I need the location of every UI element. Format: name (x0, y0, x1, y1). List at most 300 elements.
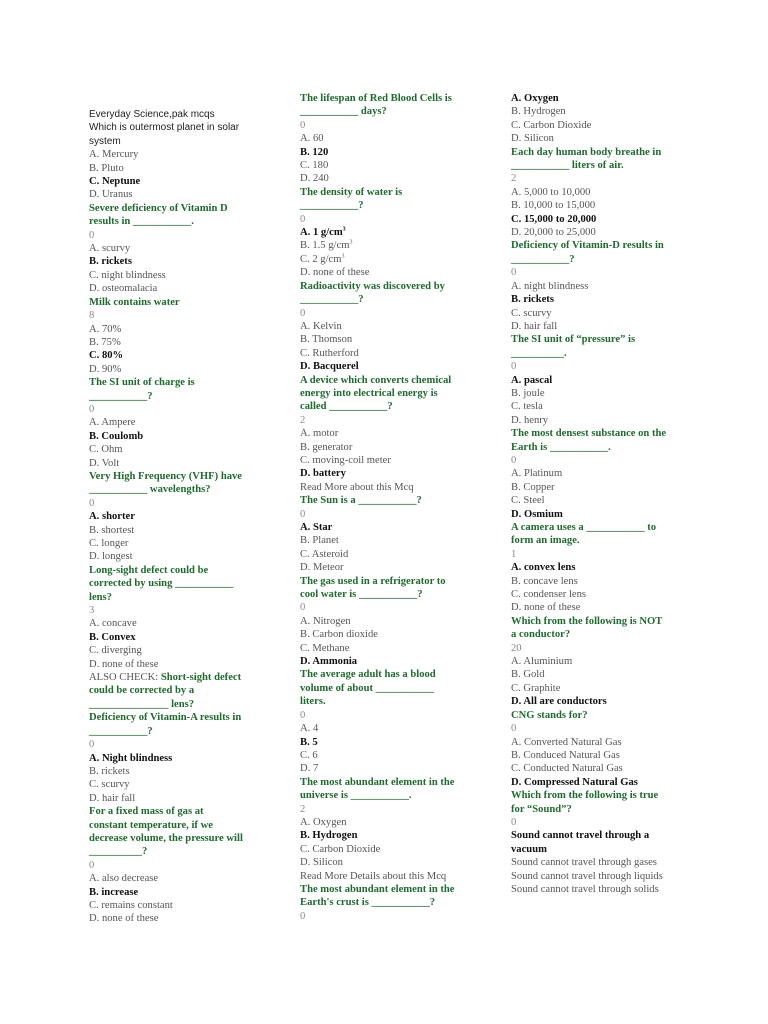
question-text (511, 521, 716, 534)
option-text-content: A. Kelvin (300, 320, 342, 332)
option-text-content: C. tesla (511, 401, 543, 413)
option-text (511, 682, 716, 695)
correct-answer (89, 349, 287, 362)
answer-count-content: 2 (300, 414, 306, 426)
header-text-content: Which is outermost planet in solar (89, 122, 240, 134)
answer-count (511, 722, 716, 735)
question-text (511, 333, 716, 346)
answer-count-content: 0 (300, 602, 306, 614)
option-text (89, 899, 287, 912)
correct-answer (511, 508, 716, 521)
question-text-content: Each day human body breathe in (511, 146, 662, 158)
answer-count (89, 497, 287, 510)
correct-answer (89, 886, 287, 899)
option-text (300, 266, 505, 279)
correct-answer-content: B. rickets (89, 256, 132, 268)
option-text (300, 454, 505, 467)
answer-count (511, 816, 716, 829)
question-text-content: __________? (89, 846, 148, 858)
option-text-content: A. Aluminium (511, 656, 573, 668)
option-text-content: A. Platinum (511, 468, 563, 480)
option-text (300, 749, 505, 762)
question-text-content: ___________? (89, 725, 153, 737)
option-text (511, 119, 716, 132)
correct-answer-content: A. Night blindness (89, 752, 173, 764)
question-text (511, 427, 716, 440)
option-text-content: C. Steel (511, 495, 545, 507)
correct-answer (511, 843, 716, 856)
correct-answer-content: D. Bacquerel (300, 361, 359, 373)
option-text-content: C. scurvy (511, 307, 552, 319)
answer-count-content: 3 (89, 605, 95, 617)
superscript: 3 (341, 253, 345, 260)
question-text (511, 615, 716, 628)
correct-answer-content: A. Oxygen (511, 93, 559, 104)
question-text-content: A camera uses a ___________ to (511, 522, 657, 533)
option-text-content: C. diverging (89, 645, 142, 657)
correct-answer (511, 92, 716, 105)
question-text (89, 698, 287, 711)
correct-answer-content: D. Ammonia (300, 656, 358, 668)
answer-count (511, 266, 716, 279)
option-text-content: A. Converted Natural Gas (511, 736, 622, 748)
question-text-content: For a fixed mass of gas at (89, 806, 204, 818)
question-text (300, 668, 505, 681)
answer-count-content: 0 (511, 454, 517, 466)
question-text-content: volume of about ___________ (300, 682, 434, 694)
question-text-content: a conductor? (511, 629, 571, 641)
answer-count-content: 2 (300, 803, 306, 815)
option-text (511, 481, 716, 494)
option-text-content: D. 20,000 to 25,000 (511, 227, 596, 239)
question-text-content: The most abundant element in the (300, 883, 455, 895)
superscript: 3 (349, 239, 353, 246)
option-text-content: A. also decrease (89, 873, 159, 885)
question-text (511, 441, 716, 454)
correct-answer-content: A. Star (300, 522, 333, 533)
option-text (511, 400, 716, 413)
option-text-content: B. Conduced Natural Gas (511, 749, 620, 761)
option-text (511, 668, 716, 681)
question-text-content: decrease volume, the pressure will (89, 832, 243, 844)
question-text-content: The most abundant element in the (300, 776, 455, 788)
option-text (511, 132, 716, 145)
answer-count (300, 508, 505, 521)
option-text-content: A. Nitrogen (300, 615, 351, 627)
question-text-content: Long-sight defect could be (89, 564, 209, 576)
option-text-content: B. Copper (511, 481, 555, 493)
option-text (300, 253, 505, 266)
correct-answer (300, 829, 505, 842)
option-text (300, 333, 505, 346)
option-text-content: D. 240 (300, 173, 329, 185)
correct-answer-content: D. All are conductors (511, 696, 607, 708)
question-text (300, 575, 505, 588)
option-text-content: Read More Details about this Mcq (300, 870, 447, 882)
question-text (89, 684, 287, 697)
question-text (300, 400, 505, 413)
option-text (89, 644, 287, 657)
question-text-content: _______________ lens? (89, 698, 195, 710)
question-text-content: The density of water is (300, 186, 403, 198)
option-text (300, 132, 505, 145)
option-text (511, 749, 716, 762)
option-text (511, 883, 716, 896)
question-text (300, 695, 505, 708)
question-text-content: constant temperature, if we (89, 819, 213, 831)
option-text-content: D. none of these (89, 658, 159, 670)
option-text-content: B. Carbon dioxide (300, 629, 378, 641)
question-text-content: ___________ wavelengths? (89, 484, 211, 496)
option-text-content: D. osteomalacia (89, 283, 158, 295)
option-text (511, 320, 716, 333)
correct-answer (511, 293, 716, 306)
answer-count-content: 0 (511, 361, 517, 373)
option-text-content: D. Uranus (89, 189, 133, 201)
question-text-content: Deficiency of Vitamin-D results in (511, 240, 664, 252)
question-text-content: ___________? (89, 390, 153, 402)
answer-count (511, 548, 716, 561)
option-text-content: D. 90% (89, 363, 122, 375)
answer-count (300, 803, 505, 816)
option-text-content: C. night blindness (89, 269, 166, 281)
option-text-content: A. 70% (89, 323, 122, 335)
option-text (89, 336, 287, 349)
correct-answer (89, 430, 287, 443)
question-text-content: __________. (511, 347, 567, 359)
question-text-content: The most densest substance on the (511, 428, 667, 440)
option-text (511, 494, 716, 507)
option-text (89, 524, 287, 537)
option-text (300, 534, 505, 547)
answer-count (511, 642, 716, 655)
correct-answer-content: B. increase (89, 886, 139, 898)
answer-count-content: 1 (511, 548, 517, 560)
option-text-content: C. Ohm (89, 444, 123, 456)
answer-count-content: 0 (89, 497, 95, 509)
question-text (89, 376, 287, 389)
option-text-content: C. 2 g/cm (300, 253, 342, 265)
option-text-content: A. Ampere (89, 417, 136, 429)
question-text-content: for “Sound”? (511, 803, 572, 815)
question-text-content: The SI unit of charge is (89, 377, 195, 389)
option-text-content: C. 6 (300, 749, 318, 761)
option-text (89, 778, 287, 791)
question-text-content: results in ___________. (89, 216, 194, 228)
option-text (89, 617, 287, 630)
answer-count (89, 738, 287, 751)
question-text (300, 387, 505, 400)
question-text-content: called ___________? (300, 401, 393, 413)
question-text (300, 186, 505, 199)
question-text-content: Very High Frequency (VHF) have (89, 470, 243, 482)
option-text (300, 615, 505, 628)
question-text (511, 347, 716, 360)
column-right (511, 92, 716, 896)
header-text (89, 108, 287, 121)
option-text-content: A. 5,000 to 10,000 (511, 186, 591, 198)
question-text-content: corrected by using ___________ (89, 578, 234, 590)
question-text-content: Earth is ___________. (511, 441, 611, 453)
option-text (300, 427, 505, 440)
question-text-content: Radioactivity was discovered by (300, 280, 445, 292)
option-text-content: B. 1.5 g/cm (300, 240, 350, 252)
option-text-content: D. Silicon (300, 857, 343, 869)
correct-answer-content: C. 15,000 to 20,000 (511, 213, 597, 225)
option-text (300, 870, 505, 883)
answer-count-content: 0 (511, 723, 517, 735)
option-text-content: C. moving-coil meter (300, 454, 391, 466)
option-text-content: C. Rutherford (300, 347, 359, 359)
option-text (511, 601, 716, 614)
correct-answer (89, 752, 287, 765)
correct-answer-content: A. shorter (89, 511, 135, 523)
question-text (89, 591, 287, 604)
answer-count-content: 20 (511, 642, 522, 654)
option-text-content: D. longest (89, 551, 133, 563)
option-text (511, 387, 716, 400)
answer-count-content: 0 (89, 229, 95, 241)
option-text-content: A. night blindness (511, 280, 589, 292)
correct-answer (89, 510, 287, 523)
answer-count-content: 0 (300, 910, 306, 922)
question-text-content: Which from the following is NOT (511, 615, 663, 627)
question-text-content: ___________? (300, 294, 364, 306)
option-text-content: D. none of these (89, 913, 159, 925)
question-text (89, 845, 287, 858)
header-text (89, 121, 287, 134)
column-left (89, 108, 287, 926)
correct-answer-content: B. 5 (300, 736, 318, 748)
option-text (89, 792, 287, 805)
correct-answer (511, 776, 716, 789)
question-text (511, 159, 716, 172)
option-text-content: D. hair fall (89, 792, 136, 804)
question-text-content: Milk contains water (89, 296, 180, 308)
option-text-content: A. Oxygen (300, 816, 347, 828)
header-text (89, 135, 287, 148)
question-text-content: Earth's crust is ___________? (300, 897, 436, 909)
option-text (511, 105, 716, 118)
superscript: 3 (342, 226, 346, 233)
answer-count-content: 0 (300, 119, 306, 131)
correct-answer (89, 175, 287, 188)
answer-count (300, 414, 505, 427)
answer-count (300, 601, 505, 614)
correct-answer (511, 374, 716, 387)
also-check-line (89, 671, 287, 684)
option-text-content: B. rickets (89, 765, 130, 777)
option-text-content: B. Pluto (89, 162, 124, 174)
option-text (89, 537, 287, 550)
option-text-content: Sound cannot travel through solids (511, 883, 659, 895)
question-text (89, 819, 287, 832)
option-text-content: C. 180 (300, 160, 329, 172)
question-text-content: A device which converts chemical (300, 374, 452, 386)
also-check-question: Short-sight defect (160, 672, 242, 684)
option-text (89, 443, 287, 456)
correct-answer-content: B. rickets (511, 294, 554, 306)
option-text-content: D. none of these (511, 602, 581, 614)
option-text (511, 856, 716, 869)
option-text-content: D. hair fall (511, 320, 558, 332)
option-text-content: C. Carbon Dioxide (300, 843, 381, 855)
answer-count (300, 213, 505, 226)
option-text-content: B. shortest (89, 524, 135, 536)
answer-count (511, 360, 716, 373)
option-text-content: D. none of these (300, 267, 370, 279)
option-text (511, 736, 716, 749)
answer-count (511, 454, 716, 467)
question-text (511, 803, 716, 816)
option-text (300, 548, 505, 561)
question-text-content: ___________ liters of air. (511, 160, 624, 172)
question-text (89, 296, 287, 309)
question-text-content: The Sun is a ___________? (300, 495, 422, 507)
option-text-content: D. henry (511, 414, 549, 426)
question-text (89, 470, 287, 483)
question-text-content: The lifespan of Red Blood Cells is (300, 93, 452, 104)
option-text (89, 282, 287, 295)
answer-count-content: 0 (300, 709, 306, 721)
option-text-content: B. Hydrogen (511, 106, 566, 118)
option-text-content: B. 10,000 to 15,000 (511, 200, 596, 212)
question-text-content: ___________ days? (300, 106, 387, 118)
correct-answer-content: B. Convex (89, 631, 136, 643)
correct-answer-content: B. Hydrogen (300, 830, 358, 842)
question-text (511, 146, 716, 159)
option-text (89, 765, 287, 778)
option-text (89, 188, 287, 201)
answer-count (89, 604, 287, 617)
question-text (511, 789, 716, 802)
option-text (511, 575, 716, 588)
question-text (300, 293, 505, 306)
answer-count (300, 307, 505, 320)
answer-count-content: 0 (300, 307, 306, 319)
option-text (300, 856, 505, 869)
answer-count (300, 910, 505, 923)
option-text-content: C. scurvy (89, 779, 130, 791)
option-text-content: C. remains constant (89, 899, 173, 911)
question-text (89, 832, 287, 845)
correct-answer-content: D. battery (300, 468, 346, 480)
answer-count-content: 0 (89, 859, 95, 871)
answer-count (89, 859, 287, 872)
correct-answer (300, 467, 505, 480)
option-text-content: D. Meteor (300, 562, 344, 574)
answer-count (300, 709, 505, 722)
option-text (89, 912, 287, 925)
question-text (89, 215, 287, 228)
question-text (300, 374, 505, 387)
option-text-content: C. Asteroid (300, 548, 349, 560)
option-text-content: C. condenser lens (511, 589, 587, 601)
option-text (300, 628, 505, 641)
answer-count (89, 403, 287, 416)
option-text (300, 172, 505, 185)
question-text (89, 805, 287, 818)
option-text-content: A. scurvy (89, 243, 131, 255)
question-text-content: Which from the following is true (511, 790, 659, 802)
option-text (511, 414, 716, 427)
option-text-content: A. concave (89, 618, 137, 630)
question-text (511, 239, 716, 252)
question-text-content: form an image. (511, 535, 580, 547)
question-text-content: ___________? (511, 253, 575, 265)
question-text-content: energy into electrical energy is (300, 387, 438, 399)
option-text-content: D. 7 (300, 763, 319, 775)
option-text (89, 323, 287, 336)
answer-count-content: 0 (89, 403, 95, 415)
question-text (300, 789, 505, 802)
correct-answer (89, 255, 287, 268)
correct-answer (89, 631, 287, 644)
answer-count-content: 0 (300, 508, 306, 520)
header-text-content: Everyday Science,pak mcqs (89, 109, 215, 120)
option-text (89, 872, 287, 885)
question-text-content: could be corrected by a (89, 685, 195, 697)
option-text (89, 242, 287, 255)
correct-answer-content: vacuum (511, 843, 547, 855)
correct-answer (511, 695, 716, 708)
correct-answer-content: A. pascal (511, 374, 553, 386)
question-text (511, 253, 716, 266)
option-text-content: A. motor (300, 428, 339, 440)
option-text (511, 199, 716, 212)
question-text (89, 564, 287, 577)
correct-answer-content: B. Coulomb (89, 430, 144, 442)
correct-answer (511, 213, 716, 226)
question-text-content: The SI unit of “pressure” is (511, 334, 636, 346)
option-text (511, 280, 716, 293)
correct-answer (511, 829, 716, 842)
correct-answer-content: B. 120 (300, 146, 329, 158)
option-text-content: Read More about this Mcq (300, 481, 414, 493)
option-text-content: Sound cannot travel through gases (511, 857, 657, 869)
option-text (300, 159, 505, 172)
answer-count-content: 0 (300, 213, 306, 225)
option-text (511, 588, 716, 601)
correct-answer-content: D. Osmium (511, 508, 563, 520)
option-text-content: A. 60 (300, 133, 324, 145)
answer-count (511, 172, 716, 185)
question-text (300, 776, 505, 789)
question-text (89, 390, 287, 403)
answer-count-content: 0 (511, 816, 517, 828)
option-text (300, 481, 505, 494)
option-text (511, 186, 716, 199)
question-text (300, 883, 505, 896)
question-text (511, 709, 716, 722)
question-text (89, 577, 287, 590)
answer-count (89, 229, 287, 242)
question-text (511, 534, 716, 547)
question-text (300, 199, 505, 212)
option-text (89, 658, 287, 671)
option-text (300, 561, 505, 574)
option-text (300, 441, 505, 454)
option-text-content: C. Graphite (511, 682, 561, 694)
question-text (89, 711, 287, 724)
question-text (300, 896, 505, 909)
correct-answer-content: A. convex lens (511, 562, 576, 574)
answer-count-content: 0 (89, 739, 95, 751)
option-text (89, 162, 287, 175)
option-text-content: A. Mercury (89, 149, 139, 161)
option-text-content: B. Thomson (300, 334, 353, 346)
question-text (300, 682, 505, 695)
